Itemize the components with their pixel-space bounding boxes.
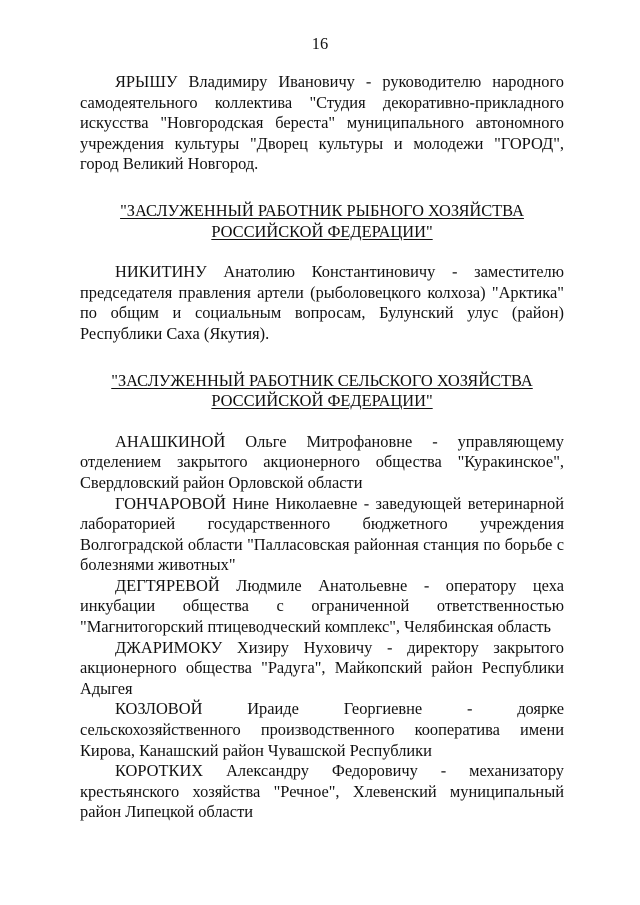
section-heading-agriculture-line2: РОССИЙСКОЙ ФЕДЕРАЦИИ" [211, 391, 433, 411]
award-entry-korotkikh: КОРОТКИХ Александру Федоровичу - механизатору крестьянского хозяйства "Речное", Хлевенский муниципальный район Липецкой области [80, 761, 564, 822]
award-entry-anashkina: АНАШКИНОЙ Ольге Митрофановне - управляющему отделением закрытого акционерного общества "Куракинское", Свердловский район Орловской области [80, 431, 564, 492]
section-heading-agriculture [80, 371, 564, 412]
section-heading-agriculture-line1: "ЗАСЛУЖЕННЫЙ РАБОТНИК СЕЛЬСКОГО ХОЗЯЙСТВА [111, 370, 533, 390]
award-entry-degtyareva: ДЕГТЯРЕВОЙ Людмиле Анатольевне - оператору цеха инкубации общества с ограниченной ответственностью "Магнитогорский птицеводческий комплекс", Челябинская область [80, 575, 564, 637]
award-entry-dzharimok: ДЖАРИМОКУ Хизиру Нуховичу - директору закрытого акционерного общества "Радуга", Майкопский район Республики Адыгея [80, 637, 564, 698]
section-heading-fishery [80, 201, 564, 242]
award-entry-kozlova: КОЗЛОВОЙ Ираиде Георгиевне - доярке сельскохозяйственного производственного кооператива имени Кирова, Канашский район Чувашской Республики [80, 699, 564, 760]
section-heading-fishery-line2: РОССИЙСКОЙ ФЕДЕРАЦИИ" [211, 221, 433, 241]
award-entry-yaryshu: ЯРЫШУ Владимиру Ивановичу - руководителю народного самодеятельного коллектива "Студия декоративно-прикладного искусства "Новгородская береста" муниципального автономного учреждения культуры "Дворец культуры и молодежи "ГОРОД", город Великий Новгород. [80, 72, 564, 174]
section-heading-fishery-line1: "ЗАСЛУЖЕННЫЙ РАБОТНИК РЫБНОГО ХОЗЯЙСТВА [120, 200, 524, 220]
document-body [80, 72, 564, 823]
page-number: 16 [311, 34, 329, 53]
award-entry-goncharova: ГОНЧАРОВОЙ Нине Николаевне - заведующей ветеринарной лабораторией государственного бюджетного учреждения Волгоградской области "Палласовская районная станция по борьбе с болезнями животных" [80, 493, 564, 575]
award-entry-nikitin: НИКИТИНУ Анатолию Константиновичу - заместителю председателя правления артели (рыболовецкого колхоза) "Арктика" по общим и социальным вопросам, Булунский улус (район) Республики Саха (Якутия). [80, 262, 564, 343]
